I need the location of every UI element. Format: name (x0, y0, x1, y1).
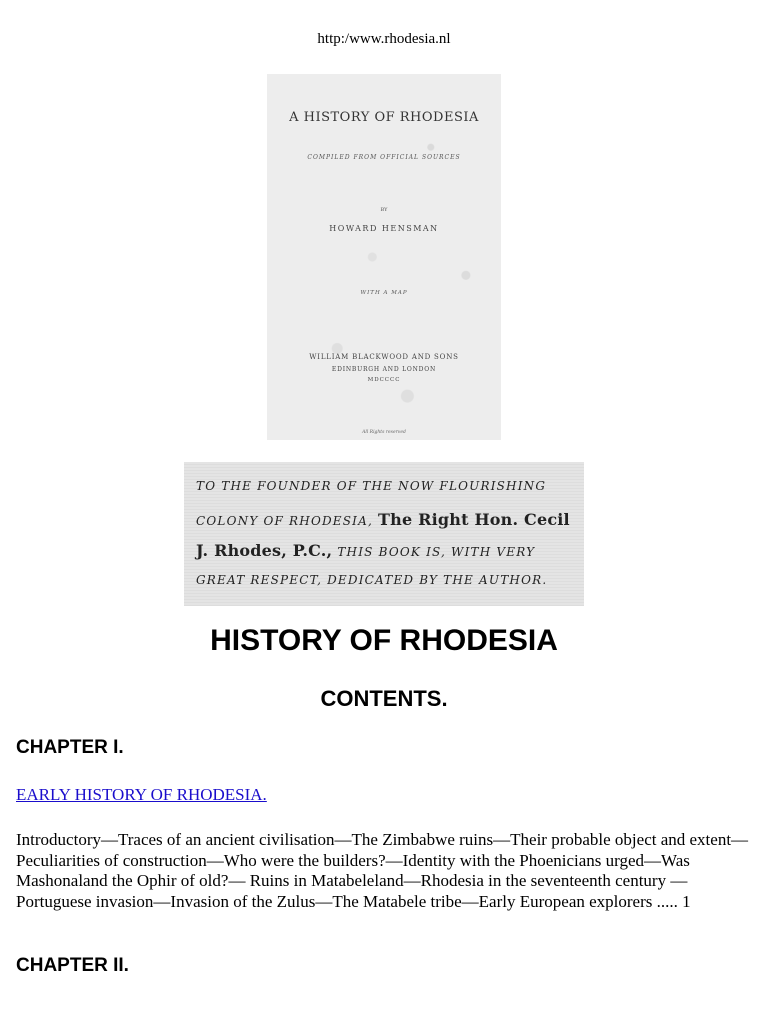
scan-city: EDINBURGH AND LONDON (331, 366, 437, 373)
dedication-line-2b: The Right Hon. Cecil (378, 510, 570, 529)
page-title: HISTORY OF RHODESIA (210, 624, 558, 657)
scan-publisher: WILLIAM BLACKWOOD AND SONS (309, 353, 459, 361)
source-url: http:/www.rhodesia.nl (317, 31, 451, 47)
scan-author: HOWARD HENSMAN (329, 224, 439, 233)
dedication-line-3 (196, 541, 572, 560)
dedication-line-2a: COLONY OF RHODESIA, (196, 514, 379, 528)
scan-book-title: A HISTORY OF RHODESIA (289, 110, 479, 125)
dedication-line-3b: THIS BOOK IS, WITH VERY (332, 545, 536, 559)
dedication-line-2 (196, 510, 572, 529)
dedication-line-3a: J. Rhodes, P.C., (196, 541, 333, 560)
scan-by: BY (380, 207, 388, 213)
scan-subtitle: COMPILED FROM OFFICIAL SOURCES (307, 154, 461, 161)
dedication-scan (184, 462, 584, 606)
contents-heading: CONTENTS. (320, 686, 448, 711)
chapter-1-summary: Introductory—Traces of an ancient civilisation—The Zimbabwe ruins—Their probable object and extent—Peculiarities of construction—Who were the builders?—Identity with the Phoenicians urged—Was Mashonaland the Ophir of old?— Ruins in Matabeleland—Rhodesia in the seventeenth century —Portuguese invasion—Invasion of the Zulus—The Matabele tribe—Early European explorers ..... 1 (16, 830, 749, 911)
chapter-1-heading: CHAPTER I. (16, 737, 124, 758)
scan-year: MDCCCC (367, 377, 401, 383)
scan-rights: All Rights reserved (362, 430, 406, 435)
title-page-scan (267, 74, 501, 440)
dedication-line-1: TO THE FOUNDER OF THE NOW FLOURISHING (196, 479, 547, 493)
chapter-2-heading: CHAPTER II. (16, 955, 129, 976)
dedication-line-4: GREAT RESPECT, DEDICATED BY THE AUTHOR. (196, 573, 548, 587)
chapter-1-link[interactable]: EARLY HISTORY OF RHODESIA. (16, 785, 267, 804)
scan-with-map: WITH A MAP (360, 290, 408, 296)
